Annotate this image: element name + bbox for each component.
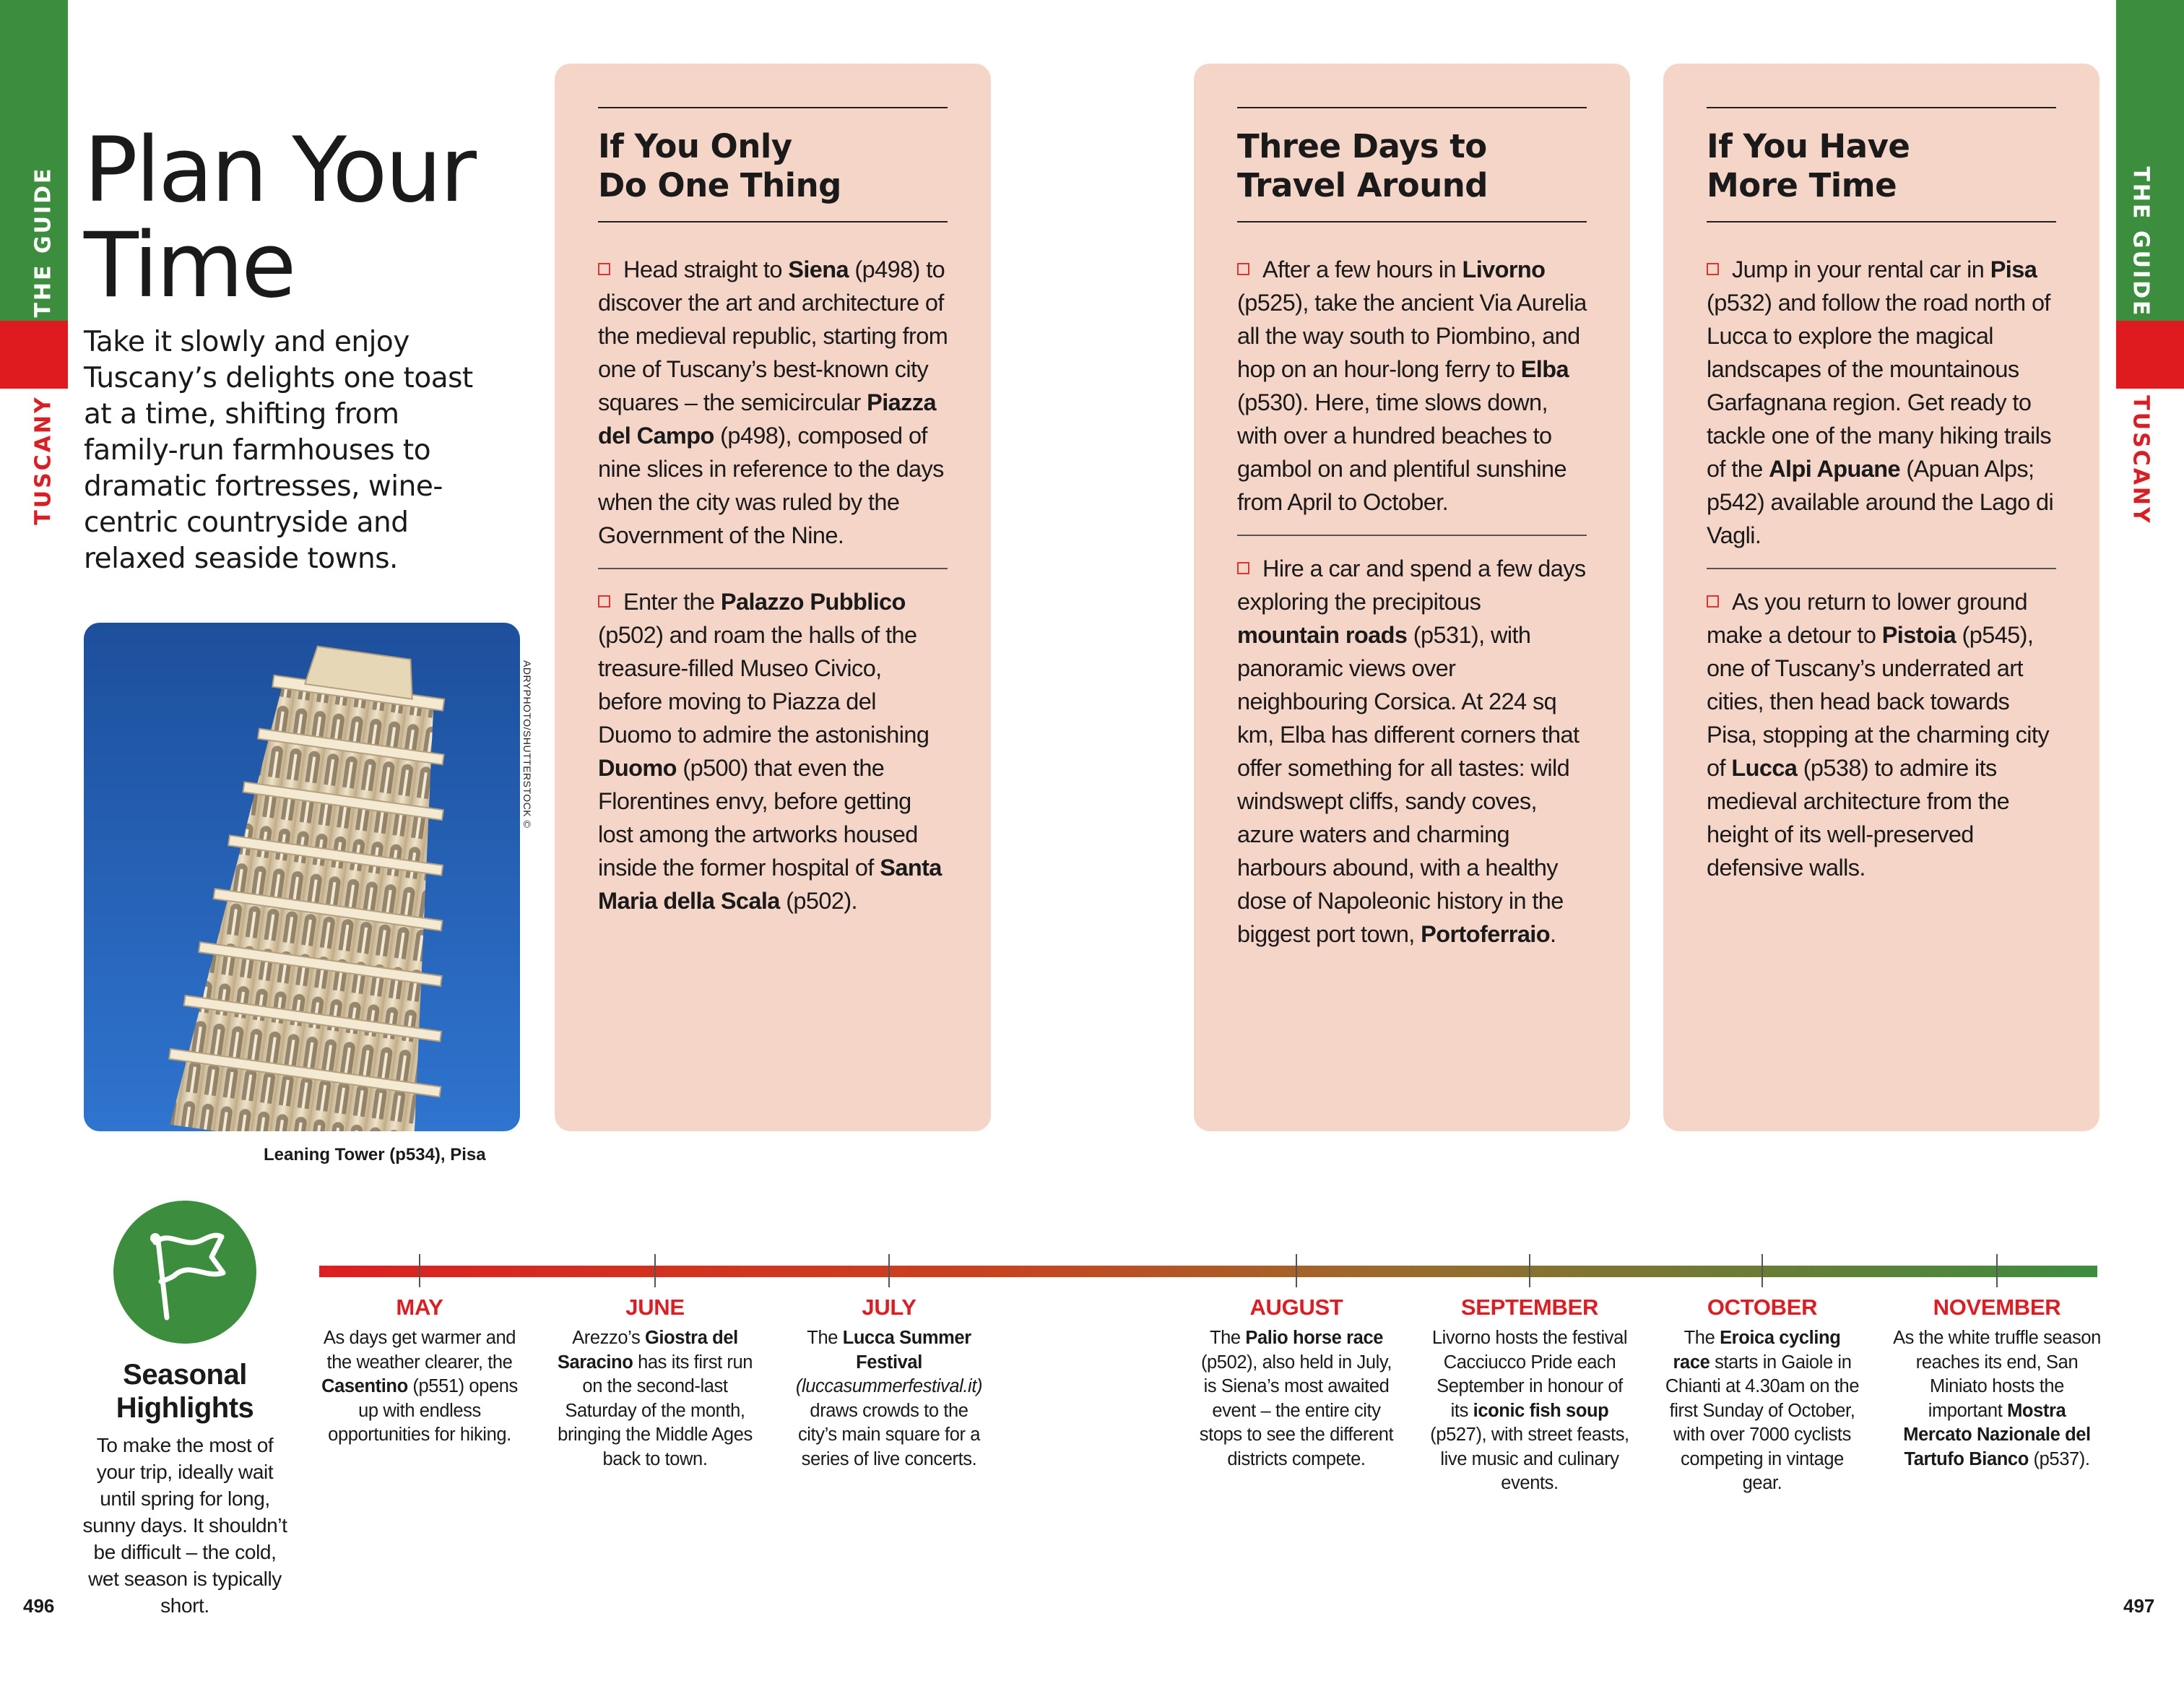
text-run: starts in Gaiole in Chianti at 4.30am on the first Sunday of October, with over 7000 cyclists competing in vintage gear. [1665, 1352, 1860, 1493]
page-number-left: 496 [23, 1595, 55, 1617]
bold-text: Lucca [1731, 755, 1798, 781]
card-title [1707, 107, 2056, 222]
month-text [1892, 1326, 2102, 1472]
checkbox-bullet-icon [1237, 263, 1249, 275]
month-name: AUGUST [1249, 1295, 1343, 1320]
card-title-line-2: Do One Thing [598, 166, 841, 204]
bold-text: Lucca Summer Festival [842, 1328, 971, 1373]
text-run: (p537). [2028, 1448, 2090, 1469]
month-name: MAY [396, 1295, 443, 1320]
card-title [598, 107, 948, 222]
checkbox-bullet-icon [1237, 562, 1249, 574]
timeline-tick-june [654, 1254, 656, 1287]
month-text [789, 1326, 989, 1472]
bold-text: Palio horse race [1245, 1328, 1384, 1348]
card-three-days [1194, 64, 1630, 1131]
month-name: JULY [862, 1295, 916, 1320]
bold-text: iconic fish soup [1473, 1400, 1609, 1421]
card-paragraph [598, 568, 948, 917]
month-may [318, 1293, 521, 1448]
card-title-line-1: If You Only [598, 127, 792, 165]
seasonal-highlights-title [69, 1358, 300, 1425]
month-text [1665, 1326, 1860, 1496]
text-run: The [1684, 1328, 1720, 1348]
bold-text: Portoferraio [1421, 921, 1550, 947]
month-july [789, 1293, 989, 1472]
month-name: SEPTEMBER [1460, 1295, 1599, 1320]
bold-text: Piazza del Campo [598, 389, 936, 449]
month-text [1427, 1326, 1632, 1496]
card-paragraph [1707, 568, 2056, 884]
text-run: (Apuan Alps; p542) available around the Lago di Vagli. [1707, 456, 2054, 548]
text-run: (p545), one of Tuscany’s underrated art cities, then head back towards Pisa, stopping at the charming city of [1707, 622, 2049, 781]
text-run: (p502) and roam the halls of the treasure-filled Museo Civico, before moving to Piazza del Duomo to admire the astonishing [598, 622, 930, 748]
seasonal-highlights-text: To make the most of your trip, ideally wait until spring for long, sunny days. It shouldn’t be difficult – the cold, wet season is typically short. [82, 1434, 287, 1617]
flag-icon [113, 1201, 256, 1344]
card-body [1237, 253, 1591, 951]
text-run: Livorno hosts the festival Cacciucco Pride each September in honour of its [1431, 1328, 1628, 1421]
card-title-line-1: Three Days to [1237, 127, 1487, 165]
bold-text: Pisa [1990, 256, 2037, 282]
card-paragraph [598, 253, 952, 552]
text-run: Hire a car and spend a few days exploring the precipitous [1237, 556, 1586, 615]
month-october [1665, 1293, 1860, 1496]
bold-text: mountain roads [1237, 622, 1408, 648]
text-run: (p500) that even the Florentines envy, before getting lost among the artworks housed inside the former hospital of [598, 755, 918, 881]
month-text [318, 1326, 521, 1448]
bold-text: Alpi Apuane [1769, 456, 1900, 482]
timeline-tick-november [1996, 1254, 1998, 1287]
bold-text: Eroica cycling race [1673, 1328, 1841, 1373]
card-title-line-1: If You Have [1707, 127, 1910, 165]
side-label-the-guide-right: THE GUIDE [2128, 166, 2154, 318]
timeline-tick-may [419, 1254, 420, 1287]
month-june [555, 1293, 755, 1472]
bold-text: Giostra del Saracino [557, 1328, 738, 1373]
text-run: Jump in your rental car in [1732, 256, 1990, 282]
bold-text: Elba [1520, 356, 1569, 382]
photo-credit: ADRYPHOTO/SHUTTERSTOCK © [521, 660, 533, 829]
side-tab-red-right [2116, 321, 2184, 389]
text-run: (p532) and follow the road north of Lucca to explore the magical landscapes of the mountainous Garfagnana region. Get ready to tackle one of the many hiking trails of the [1707, 290, 2051, 482]
card-more-time [1663, 64, 2100, 1131]
month-august [1198, 1293, 1395, 1472]
month-september [1427, 1293, 1632, 1496]
bold-text: Mostra Mercato Nazionale del Tartufo Bianco [1903, 1400, 2091, 1469]
text-run: After a few hours in [1262, 256, 1462, 282]
timeline-tick-july [888, 1254, 890, 1287]
leaning-tower-illustration [84, 623, 520, 1131]
bold-text: Casentino [321, 1376, 408, 1396]
checkbox-bullet-icon [598, 595, 610, 608]
month-text [555, 1326, 755, 1472]
month-name: OCTOBER [1707, 1295, 1818, 1320]
text-run: (p527), with street feasts, live music and culinary events. [1430, 1425, 1629, 1493]
card-title-line-2: Travel Around [1237, 166, 1488, 204]
page-title-line-2: Time [84, 214, 295, 318]
bold-text: Palazzo Pubblico [720, 589, 906, 615]
card-body [1707, 253, 2060, 884]
text-run: As the white truffle season reaches its end, San Miniato hosts the important [1893, 1328, 2101, 1421]
checkbox-bullet-icon [1707, 595, 1719, 608]
text-run: . [1549, 921, 1556, 947]
seasonal-title-line-2: Highlights [116, 1392, 254, 1424]
text-run: Enter the [623, 589, 721, 615]
card-title-line-2: More Time [1707, 166, 1897, 204]
card-paragraph [1237, 535, 1587, 951]
bold-text: Livorno [1462, 256, 1546, 282]
text-run: The [807, 1328, 843, 1348]
bold-text: Pistoia [1881, 622, 1956, 648]
italic-text: (luccasummerfestival.it) [795, 1376, 983, 1396]
timeline-tick-september [1529, 1254, 1530, 1287]
text-run: (p498) to discover the art and architecture of the medieval republic, starting from one of Tuscany’s best-known city squares – the semicircular [598, 256, 948, 415]
text-run: (p502). [779, 888, 857, 914]
seasonal-title-line-1: Seasonal [123, 1359, 247, 1391]
text-run: (p498), composed of nine slices in reference to the days when the city was ruled by the Government of the Nine. [598, 423, 944, 548]
checkbox-bullet-icon [598, 263, 610, 275]
timeline-tick-august [1296, 1254, 1297, 1287]
side-label-tuscany-left: TUSCANY [30, 395, 56, 525]
text-run: As days get warmer and the weather clearer, the [323, 1328, 516, 1373]
intro-text: Take it slowly and enjoy Tuscany’s delights one toast at a time, shifting from family-run farmhouses to dramatic fortresses, wine-centric countryside and relaxed seaside towns. [84, 326, 473, 575]
text-run: Arezzo’s [572, 1328, 645, 1348]
card-paragraph [1707, 253, 2060, 552]
page-number-right: 497 [2123, 1595, 2155, 1617]
side-tab-red-left [0, 321, 68, 389]
text-run: draws crowds to the city’s main square for a series of live concerts. [797, 1400, 981, 1469]
text-run: The [1209, 1328, 1246, 1348]
text-run: has its first run on the second-last Saturday of the month, bringing the Middle Ages back to town. [558, 1352, 753, 1469]
bold-text: Siena [788, 256, 849, 282]
text-run: (p531), with panoramic views over neighbouring Corsica. At 224 sq km, Elba has different corners that offer something for all tastes: wild windswept cliffs, sandy coves, azure waters and charming harbours abound, with a healthy dose of Napoleonic history in the biggest port town, [1237, 622, 1580, 947]
card-one-thing [555, 64, 991, 1131]
bold-text: Duomo [598, 755, 677, 781]
month-november [1892, 1293, 2102, 1472]
card-body [598, 253, 952, 917]
leaning-tower-photo [84, 623, 520, 1131]
seasonal-timeline [319, 1266, 2097, 1277]
bold-text: Santa Maria della Scala [598, 855, 942, 914]
card-paragraph [1237, 253, 1591, 519]
month-text [1198, 1326, 1395, 1472]
month-name: JUNE [625, 1295, 685, 1320]
timeline-tick-october [1762, 1254, 1763, 1287]
month-name: NOVEMBER [1933, 1295, 2061, 1320]
side-label-the-guide-left: THE GUIDE [30, 166, 56, 318]
card-title [1237, 107, 1587, 222]
text-run: (p538) to admire its medieval architecture from the height of its well-preserved defensive walls. [1707, 755, 2010, 881]
checkbox-bullet-icon [1707, 263, 1719, 275]
text-run: Head straight to [623, 256, 789, 282]
side-label-tuscany-right: TUSCANY [2128, 395, 2154, 525]
text-run: (p525), take the ancient Via Aurelia all the way south to Piombino, and hop on an hour-long ferry to [1237, 290, 1587, 382]
page-title-line-1: Plan Your [84, 118, 474, 222]
page-title [84, 118, 474, 318]
text-run: (p502), also held in July, is Siena’s most awaited event – the entire city stops to see the different districts compete. [1199, 1352, 1394, 1469]
text-run: (p530). Here, time slows down, with over a hundred beaches to gambol on and plentiful sunshine from April to October. [1237, 389, 1567, 515]
photo-caption: Leaning Tower (p534), Pisa [264, 1145, 486, 1164]
text-run: As you return to lower ground make a detour to [1707, 589, 2027, 648]
text-run: (p551) opens up with endless opportunities for hiking. [328, 1376, 518, 1445]
